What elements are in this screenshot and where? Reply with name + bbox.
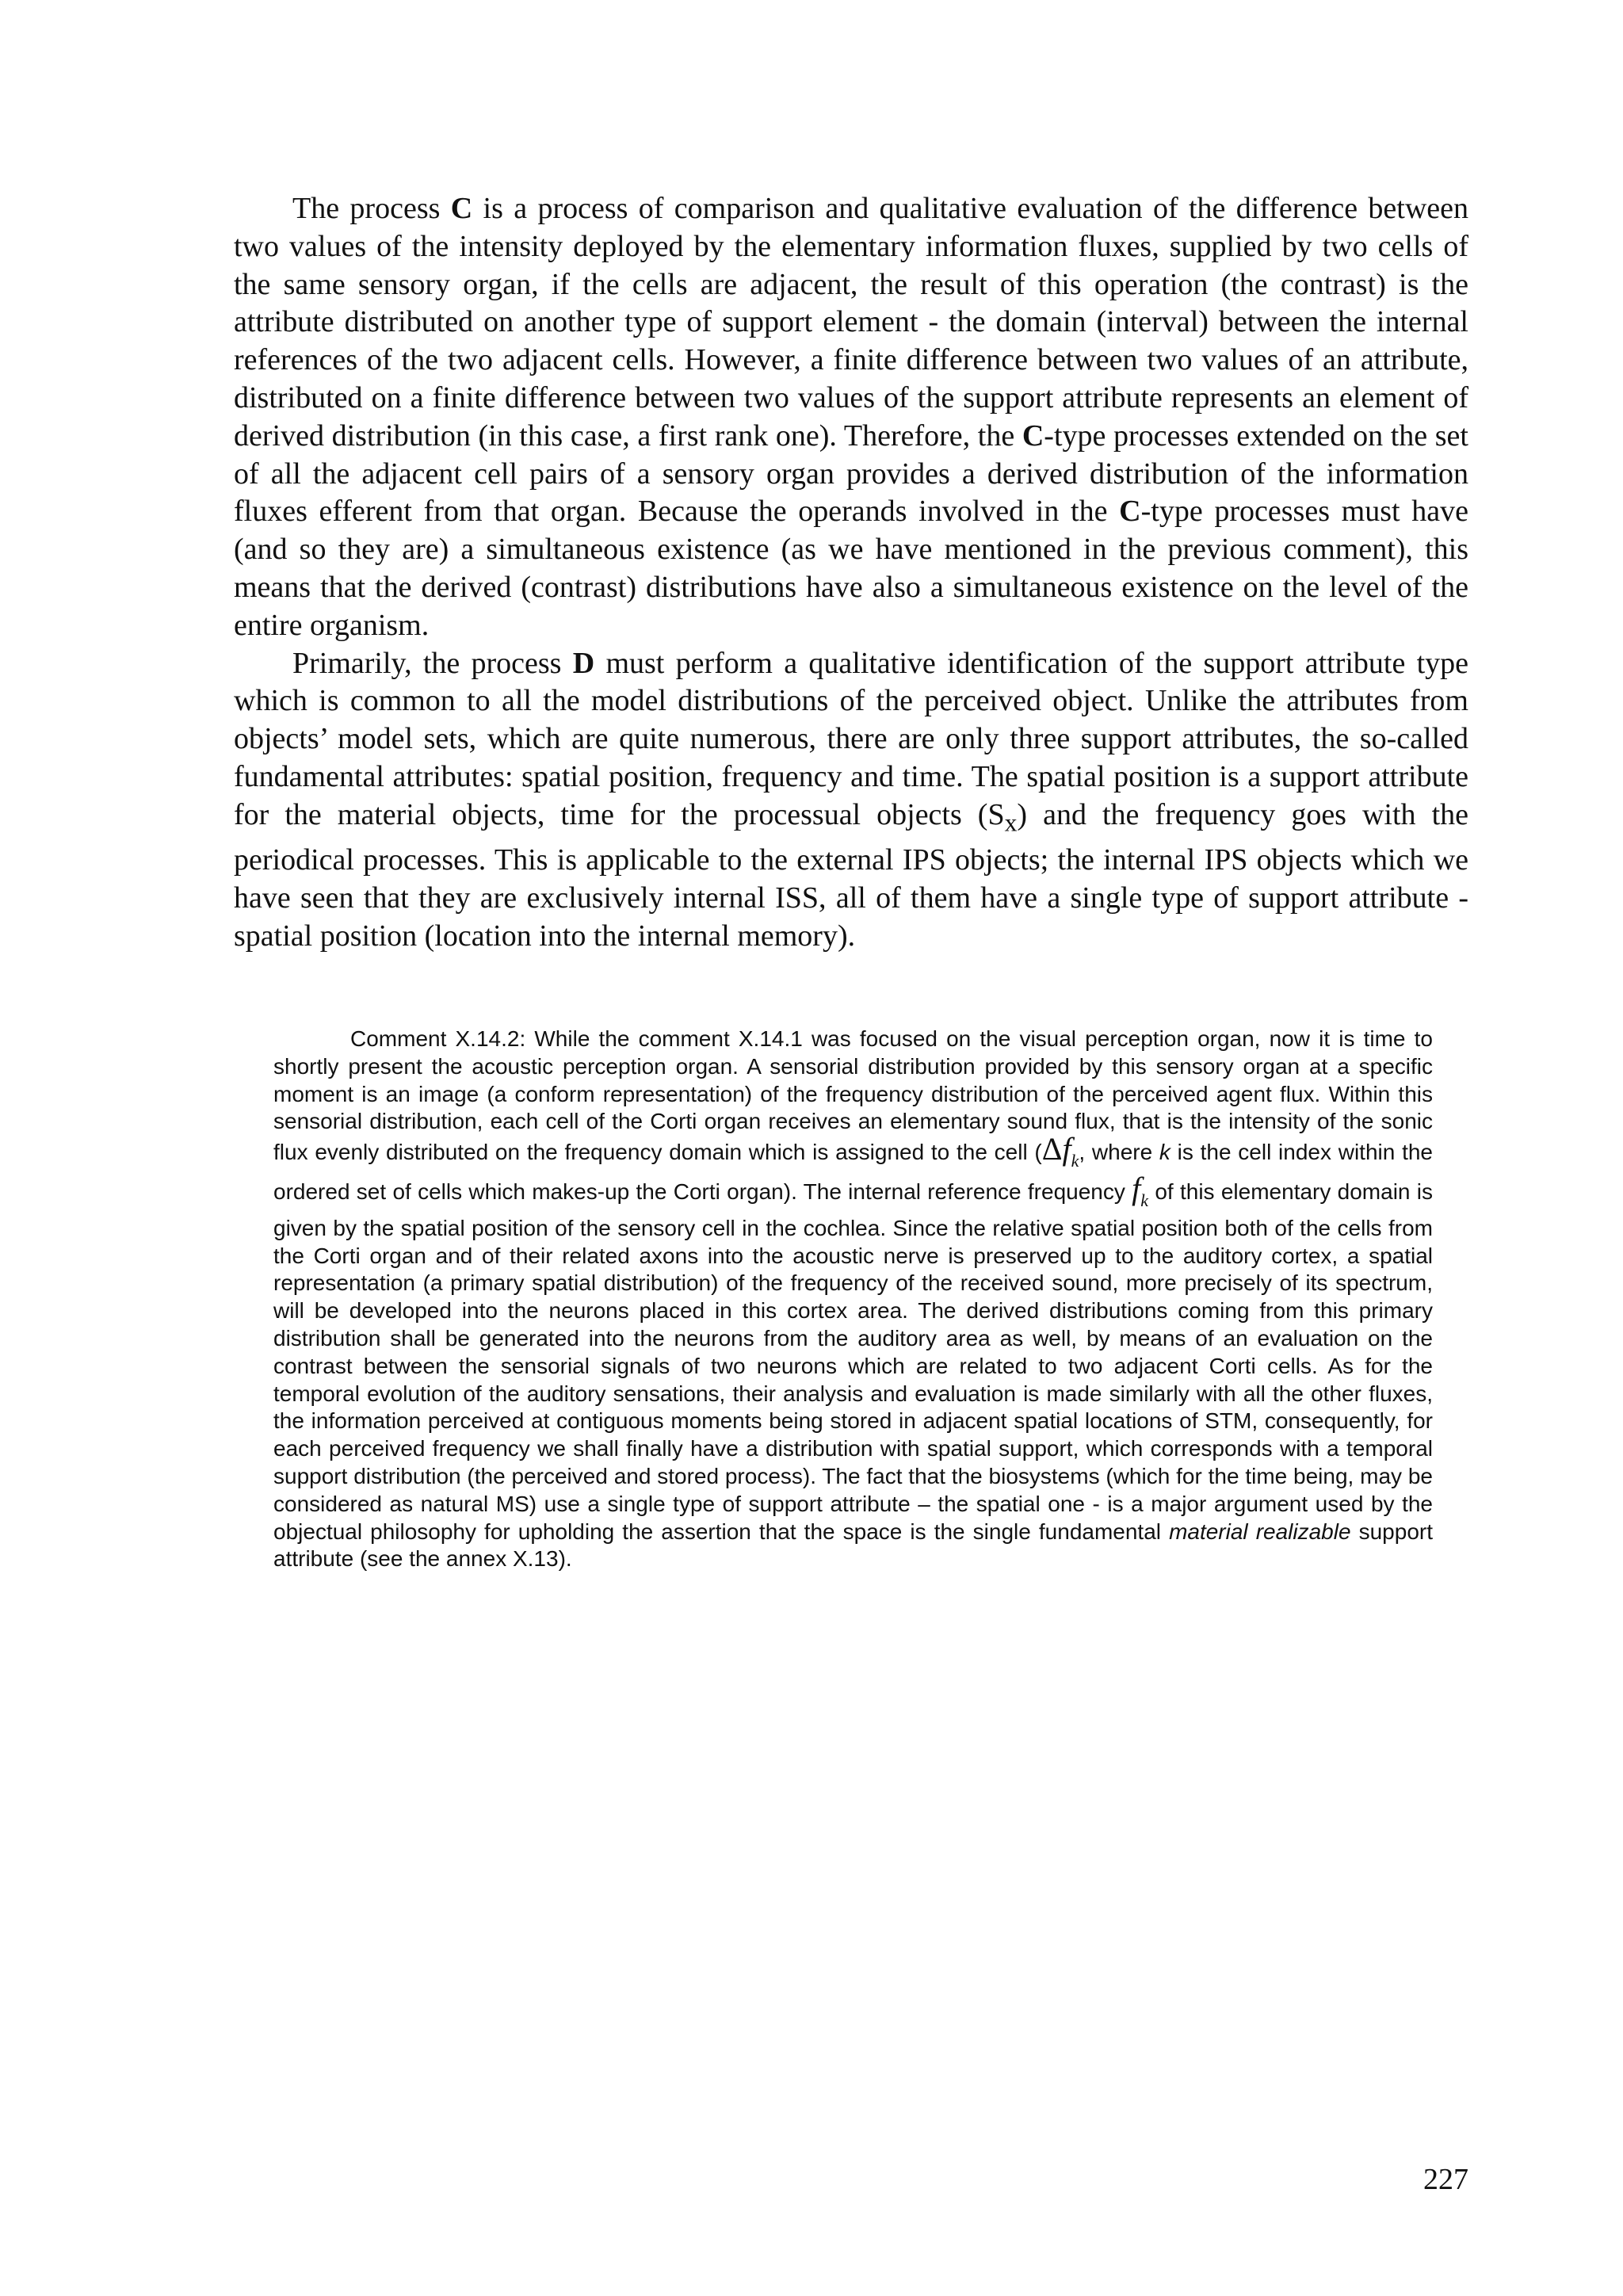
text-run: is the cell index within the ordered set of cells which makes-up the Corti organ). The internal reference frequency <box>273 1140 1433 1204</box>
text-run: The process <box>292 192 451 225</box>
math-f: f <box>1062 1131 1071 1167</box>
comment-paragraph <box>273 1026 1433 1573</box>
math-subscript-k: k <box>1071 1151 1079 1171</box>
italic-phrase: material realizable <box>1169 1519 1351 1544</box>
page-number: 227 <box>1423 2163 1468 2196</box>
text-run: ) and the frequency goes with the periodical processes. This is applicable to the external IPS objects; the internal IPS objects which we have seen that they are exclusively internal ISS, all of them have a single type of support attribute - spatial position (location into the internal memory). <box>234 797 1468 953</box>
italic-k: k <box>1159 1140 1170 1165</box>
text-run: must perform a qualitative identification of the support attribute type which is common to all the model distributions of the perceived object. Unlike the attributes from objects’ model sets, which are quite numerous, there are only three support attributes, the so-called fundamental attributes: spatial position, frequency and time. The spatial position is a support attribute for the material objects, time for the processual objects (S <box>234 646 1468 831</box>
text-run: Primarily, the process <box>292 646 573 680</box>
bold-term: C <box>1022 418 1044 453</box>
delta-f-k-formula <box>1041 1131 1079 1171</box>
text-run: , where <box>1079 1140 1159 1165</box>
math-f: f <box>1132 1170 1141 1206</box>
bold-term: C <box>1119 495 1141 529</box>
math-subscript-k: k <box>1140 1190 1149 1210</box>
text-run: is a process of comparison and qualitative evaluation of the difference between two values of the intensity deployed by the elementary information fluxes, supplied by two cells of the same sensory organ, if the cells are adjacent, the result of this operation (the contrast) is the attribute distributed on another type of support element - the domain (interval) between the internal references of the two adjacent cells. However, a finite difference between two values of an attribute, distributed on a finite difference between two values of the support attribute represents an element of derived distribution (in this case, a first rank one). Therefore, the <box>234 192 1469 453</box>
comment-x-14-2 <box>273 1026 1433 1573</box>
text-run: of this elementary domain is given by the spatial position of the sensory cell in the cochlea. Since the relative spatial position both of the cells from the Corti organ and of their related axons into the acoustic nerve is preserved up to the auditory cortex, a spatial representation (a primary spatial distribution) of the frequency of the received sound, more precisely of its spectrum, will be developed into the neurons placed in this cortex area. The derived distributions coming from this primary distribution shall be generated into the neurons from the auditory area as well, by means of an evaluation on the contrast between the sensorial signals of two neurons which are related to two adjacent Corti cells. As for the temporal evolution of the auditory sensations, their analysis and evaluation is made similarly with all the other fluxes, the information perceived at contiguous moments being stored in adjacent spatial locations of STM, consequently, for each perceived frequency we shall finally have a distribution with spatial support, which corresponds with a temporal support distribution (the perceived and stored process). The fact that the biosystems (which for the time being, may be considered as natural MS) use a single type of support attribute – the spatial one - is a major argument used by the objectual philosophy for upholding the assertion that the space is the single fundamental <box>273 1179 1434 1544</box>
bold-term: C <box>450 192 473 225</box>
main-text <box>234 190 1468 956</box>
text-run: -type processes must have (and so they are) a simultaneous existence (as we have mentioned in the previous comment), this means that the derived (contrast) distributions have also a simultaneous existence on the level of the entire organism. <box>234 495 1468 642</box>
paragraph-process-d <box>234 645 1468 956</box>
paragraph-process-c <box>234 190 1468 645</box>
subscript: x <box>1004 808 1018 837</box>
bold-term: D <box>572 646 595 680</box>
delta-symbol: Δ <box>1041 1131 1063 1167</box>
text-run: support attribute (see the annex X.13). <box>273 1519 1434 1572</box>
f-k-formula <box>1132 1170 1149 1210</box>
text-run: -type processes extended on the set of all the adjacent cell pairs of a sensory organ provides a derived distribution of the information fluxes efferent from that organ. Because the operands involved in the <box>234 418 1468 529</box>
text-run: Comment X.14.2: While the comment X.14.1 was focused on the visual perception organ, now it is time to shortly present the acoustic perception organ. A sensorial distribution provided by this sensory organ at a specific moment is an image (a conform representation) of the frequency distribution of the perceived agent flux. Within this sensorial distribution, each cell of the Corti organ receives an elementary sound flux, that is the intensity of the sonic flux evenly distributed on the frequency domain which is assigned to the cell ( <box>273 1026 1433 1165</box>
